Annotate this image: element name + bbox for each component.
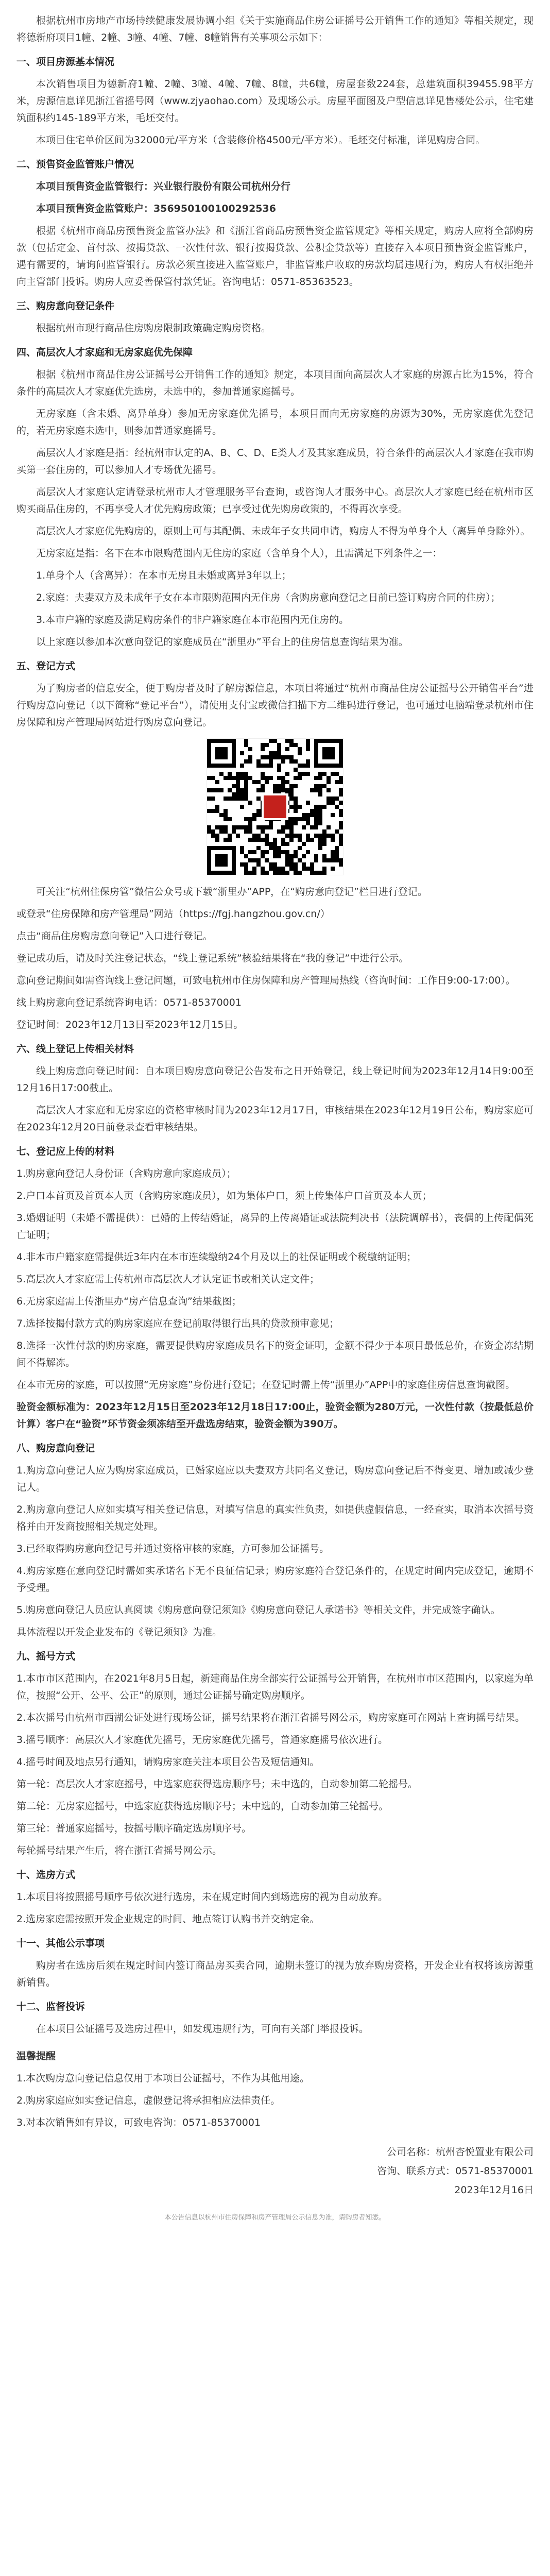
- section-paragraph: 每轮摇号结果产生后，将在浙江省摇号网公示。: [16, 1845, 222, 1856]
- footer-note: 本公告信息以杭州市住房保障和房产管理局公示信息为准，请购房者知悉。: [164, 2214, 386, 2222]
- section-heading: 四、高层次人才家庭和无房家庭优先保障: [16, 347, 193, 358]
- notice-heading: 温馨提醒: [16, 2050, 56, 2062]
- section-heading: 二、预售资金监管账户情况: [16, 159, 134, 170]
- section-paragraph: 1.本项目将按照摇号顺序号依次进行选房，未在规定时间内到场选房的视为自动放弃。: [16, 1891, 388, 1903]
- section-paragraph: 2.本次摇号由杭州市西湖公证处进行现场公证，摇号结果将在浙江省摇号网公示，购房家庭可在网站上查询摇号结果。: [16, 1712, 525, 1723]
- registration-qr-code[interactable]: [207, 738, 343, 875]
- section-paragraph: 第一轮：高层次人才家庭摇号，中选家庭获得选房顺序号；未中选的，自动参加第二轮摇号。: [16, 1778, 418, 1790]
- qr-caption-line: 登记时间：2023年12月13日至2023年12月15日。: [16, 1019, 244, 1030]
- section-paragraph: 4.摇号时间及地点另行通知，请购房家庭关注本项目公告及短信通知。: [16, 1756, 320, 1768]
- company-name: 公司名称：杭州杏悦置业有限公司: [386, 2146, 534, 2158]
- section-paragraph: 1.购房意向登记人身份证（含购房意向家庭成员）；: [16, 1168, 236, 1179]
- section-paragraph: 以上家庭以参加本次意向登记的家庭成员在“浙里办”平台上的住房信息查询结果为准。: [36, 636, 408, 648]
- section-paragraph: 本项目预售资金监管银行：兴业银行股份有限公司杭州分行: [36, 181, 291, 192]
- announcement-date: 2023年12月16日: [454, 2184, 534, 2196]
- section-heading: 六、线上登记上传相关材料: [16, 1043, 134, 1055]
- section-paragraph: 2.选房家庭需按照开发企业规定的时间、地点签订认购书并交纳定金。: [16, 1913, 320, 1925]
- section-heading: 八、购房意向登记: [16, 1443, 95, 1454]
- section-paragraph: 购房者在选房后须在规定时间内签订商品房买卖合同，逾期未签订的视为放弃购房资格，开发企业有权将该房源重新销售。: [16, 1960, 534, 1988]
- section-paragraph: 验资金额标准为：2023年12月15日至2023年12月18日17:00止，验资金额为280万元，一次性付款（按最低总价计算）客户在“验资”环节资金须冻结至开盘选房结束，验资金额为390万。: [16, 1401, 534, 1430]
- section-paragraph: 在本项目公证摇号及选房过程中，如发现违规行为，可向有关部门举报投诉。: [36, 2023, 369, 2035]
- section-paragraph: 3.本市户籍的家庭及满足购房条件的非户籍家庭在本市范围内无住房的。: [36, 614, 349, 625]
- section-heading: 十、选房方式: [16, 1869, 76, 1880]
- section-paragraph: 3.婚姻证明（未婚不需提供）：已婚的上传结婚证，离异的上传离婚证或法院判决书（法院调解书），丧偶的上传配偶死亡证明；: [16, 1212, 534, 1241]
- section-paragraph: 2.家庭：夫妻双方及未成年子女在本市限购范围内无住房（含购房意向登记之日前已签订购房合同的住房）；: [36, 592, 501, 603]
- qr-caption-line: 线上购房意向登记系统咨询电话：0571-85370001: [16, 997, 242, 1008]
- section-paragraph: 第二轮：无房家庭摇号，中选家庭获得选房顺序号；未中选的，自动参加第三轮摇号。: [16, 1801, 389, 1812]
- section-paragraph: 3.已经取得购房意向登记号并通过资格审核的家庭，方可参加公证摇号。: [16, 1543, 330, 1554]
- section-paragraph: 2.购房意向登记人应如实填写相关登记信息，对填写信息的真实性负责，如提供虚假信息，一经查实，取消本次摇号资格并由开发商按照相关规定处理。: [16, 1504, 534, 1532]
- section-paragraph: 本次销售项目为德新府1幢、2幢、3幢、4幢、7幢、8幢，共6幢，房屋套数224套，总建筑面积39455.98平方米，房源信息详见浙江省摇号网（www.zjyaohao.com）及现场公示。房屋平面图及户型信息详见售楼处公示，住宅建筑面积约145-189平方米，毛坯交付。: [16, 78, 534, 124]
- section-paragraph: 在本市无房的家庭，可以按照“无房家庭”身份进行登记；在登记时需上传“浙里办”APP中的家庭住房信息查询截图。: [16, 1379, 515, 1391]
- section-paragraph: 具体流程以开发企业发布的《登记须知》为准。: [16, 1626, 222, 1638]
- section-paragraph: 5.高层次人才家庭需上传杭州市高层次人才认定证书或相关认定文件；: [16, 1274, 320, 1285]
- section-paragraph: 4.购房家庭在意向登记时需如实承诺名下无不良征信记录；购房家庭符合登记条件的，在规定时间内完成登记，逾期不予受理。: [16, 1565, 534, 1594]
- section-paragraph: 无房家庭是指：名下在本市限购范围内无住房的家庭（含单身个人），且需满足下列条件之一：: [36, 548, 442, 559]
- section-paragraph: 4.非本市户籍家庭需提供近3年内在本市连续缴纳24个月及以上的社保证明或个税缴纳证明；: [16, 1251, 417, 1263]
- section-paragraph: 根据《杭州市商品房预售资金监管办法》和《浙江省商品房预售资金监管规定》等相关规定，购房人应将全部购房款（包括定金、首付款、按揭贷款、一次性付款、银行按揭贷款、公积金贷款等）直接存入本项目预售资金监管账户，遇有需要的，请询问监管银行。房款必须直接进入监管账户，非监管账户收取的房款均属违规行为，购房人有权拒绝并向主管部门投诉。购房人应妥善保管付款凭证。咨询电话：0571-85363523。: [16, 225, 534, 287]
- section-heading: 五、登记方式: [16, 660, 76, 672]
- section-paragraph: 2.户口本首页及首页本人页（含购房家庭成员），如为集体户口，须上传集体户口首页及本人页；: [16, 1190, 432, 1201]
- qr-caption-line: 点击“商品住房购房意向登记”入口进行登记。: [16, 930, 213, 942]
- section-paragraph: 3.摇号顺序：高层次人才家庭优先摇号，无房家庭优先摇号，普通家庭摇号依次进行。: [16, 1734, 388, 1745]
- qr-center-logo: [262, 793, 288, 820]
- section-paragraph: 无房家庭（含未婚、离异单身）参加无房家庭优先摇号，本项目面向无房家庭的房源为30%，无房家庭优先登记的，若无房家庭未选中，则参加普通家庭摇号。: [16, 408, 534, 436]
- qr-caption-line: 意向登记期间如需咨询线上登记问题，可致电杭州市住房保障和房产管理局热线（咨询时间：工作日9:00-17:00）。: [16, 975, 515, 986]
- notice-paragraph: 2.购房家庭应如实登记信息，虚假登记将承担相应法律责任。: [16, 2095, 281, 2106]
- section-paragraph: 7.选择按揭付款方式的购房家庭应在登记前取得银行出具的贷款预审意见；: [16, 1318, 339, 1329]
- section-heading: 十二、监督投诉: [16, 2001, 85, 2012]
- contact-phone: 咨询、联系方式：0571-85370001: [377, 2165, 534, 2177]
- section-paragraph: 高层次人才家庭是指：经杭州市认定的A、B、C、D、E类人才及其家庭成员，符合条件的高层次人才家庭在我市购买第一套住房的，可以参加人才专场优先摇号。: [16, 447, 534, 476]
- qr-block: [16, 738, 534, 875]
- section-paragraph: 第三轮：普通家庭摇号，按摇号顺序确定选房顺序号。: [16, 1823, 252, 1834]
- section-heading: 七、登记应上传的材料: [16, 1146, 115, 1157]
- notice-paragraph: 1.本次购房意向登记信息仅用于本项目公证摇号，不作为其他用途。: [16, 2073, 310, 2084]
- section-paragraph: 1.单身个人（含离异）：在本市无房且未婚或离异3年以上；: [36, 570, 291, 581]
- section-paragraph: 8.选择一次性付款的购房家庭，需要提供购房家庭成员名下的资金证明，金额不得少于本项目最低总价，在资金冻结期间不得解冻。: [16, 1340, 534, 1368]
- intro-paragraph: 根据杭州市房地产市场持续健康发展协调小组《关于实施商品住房公证摇号公开销售工作的通知》等相关规定，现将德新府项目1幢、2幢、3幢、4幢、7幢、8幢销售有关事项公示如下：: [16, 15, 534, 43]
- notice-paragraph: 3.对本次销售如有异议，可致电咨询：0571-85370001: [16, 2117, 261, 2128]
- section-heading: 一、项目房源基本情况: [16, 56, 115, 67]
- section-paragraph: 线上购房意向登记时间：自本项目购房意向登记公告发布之日开始登记，线上登记时间为2023年12月14日9:00至12月16日17:00截止。: [16, 1065, 534, 1094]
- section-paragraph: 本项目住宅单价区间为32000元/平方米（含装修价格4500元/平方米）。毛坯交付标准，详见购房合同。: [36, 134, 486, 146]
- section-heading: 九、摇号方式: [16, 1651, 76, 1662]
- section-paragraph: 高层次人才家庭认定请登录杭州市人才管理服务平台查询，或咨询人才服务中心。高层次人才家庭已经在杭州市区购买商品住房的，不再享受人才优先购房政策；已享受过优先购房政策的，不得再次享受。: [16, 486, 534, 515]
- qr-caption-line: 可关注“杭州住保房管”微信公众号或下载“浙里办”APP，在“购房意向登记”栏目进行登记。: [36, 886, 427, 897]
- section-paragraph: 1.购房意向登记人应为购房家庭成员，已婚家庭应以夫妻双方共同名义登记，购房意向登记后不得变更、增加或减少登记人。: [16, 1465, 534, 1493]
- section-paragraph: 为了购房者的信息安全，便于购房者及时了解房源信息，本项目将通过“杭州市商品住房公证摇号公开销售平台”进行购房意向登记（以下简称“登记平台”），请使用支付宝或微信扫描下方二维码进行登记，也可通过电脑端登录杭州市住房保障和房产管理局网站进行购房意向登记。: [16, 683, 534, 728]
- section-paragraph: 根据杭州市现行商品住房购房限制政策确定购房资格。: [36, 323, 271, 334]
- section-paragraph: 6.无房家庭需上传浙里办“房产信息查询”结果截图；: [16, 1296, 242, 1307]
- section-paragraph: 根据《杭州市商品住房公证摇号公开销售工作的通知》规定，本项目面向高层次人才家庭的房源占比为15%，符合条件的高层次人才家庭优先选房，未选中的，参加普通家庭摇号。: [16, 369, 534, 397]
- section-heading: 十一、其他公示事项: [16, 1938, 105, 1949]
- section-paragraph: 高层次人才家庭和无房家庭的资格审核时间为2023年12月17日，审核结果在2023年12月19日公布，购房家庭可在2023年12月20日前登录查看审核结果。: [16, 1105, 534, 1133]
- section-paragraph: 本项目预售资金监管账户：356950100100292536: [36, 203, 276, 214]
- section-heading: 三、购房意向登记条件: [16, 300, 115, 312]
- section-paragraph: 1.本市市区范围内，在2021年8月5日起，新建商品住房全部实行公证摇号公开销售，在杭州市市区范围内，以家庭为单位，按照“公开、公平、公正”的原则，通过公证摇号确定购房顺序。: [16, 1673, 534, 1701]
- qr-caption-line: 登记成功后，请及时关注登记状态，“线上登记系统”核验结果将在“我的登记”中进行公示。: [16, 953, 409, 964]
- signature-block: [16, 2144, 534, 2199]
- qr-caption-line[interactable]: 或登录“住房保障和房产管理局”网站（https://fgj.hangzhou.gov.cn/）: [16, 908, 330, 920]
- section-paragraph: 高层次人才家庭优先购房的，原则上可与其配偶、未成年子女共同申请，购房人不得为单身个人（离异单身除外）。: [36, 526, 530, 537]
- section-paragraph: 5.购房意向登记人员应认真阅读《购房意向登记须知》《购房意向登记人承诺书》等相关文件，并完成签字确认。: [16, 1604, 501, 1616]
